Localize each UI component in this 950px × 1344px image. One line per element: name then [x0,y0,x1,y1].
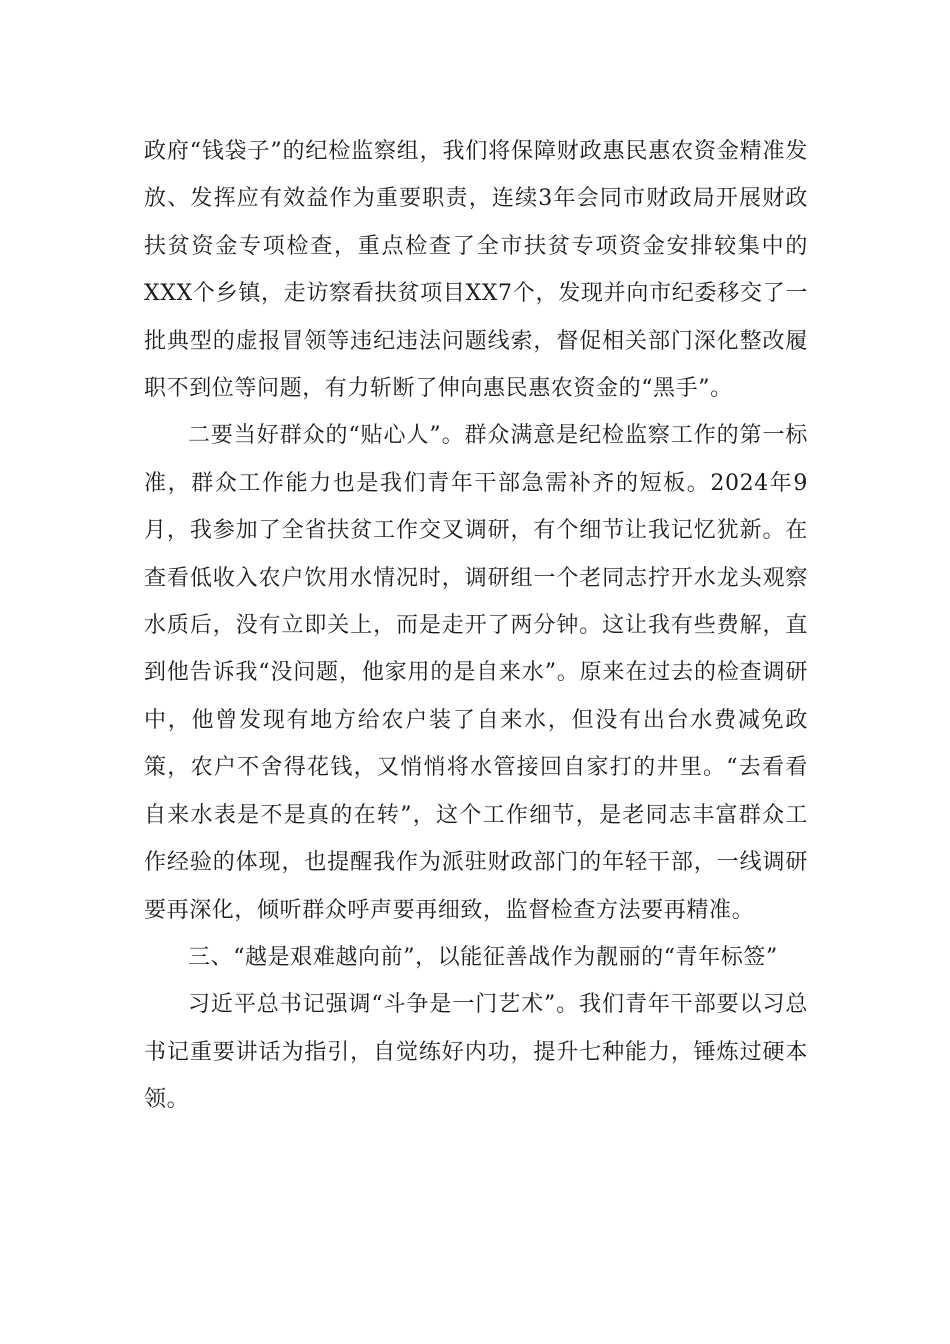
paragraph-second-point: 二要当好群众的“贴心人”。群众满意是纪检监察工作的第一标准，群众工作能力也是我们青年干部急需补齐的短板。2024年9月，我参加了全省扶贫工作交叉调研，有个细节让我记忆犹新。在查看低收入农户饮用水情况时，调研组一个老同志拧开水龙头观察水质后，没有立即关上，而是走开了两分钟。这让我有些费解，直到他告诉我“没问题，他家用的是自来水”。原来在过去的检查调研中，他曾发现有地方给农户装了自来水，但没有出台水费减免政策，农户不舍得花钱，又悄悄将水管接回自家打的井里。“去看看自来水表是不是真的在转”，这个工作细节，是老同志丰富群众工作经验的体现，也提醒我作为派驻财政部门的年轻干部，一线调研要再深化，倾听群众呼声要再细致，监督检查方法要再精准。 [144,423,808,923]
section-heading-three: 三、“越是艰难越向前”，以能征善战作为靓丽的“青年标签” [188,944,778,970]
paragraph-continuation: 政府“钱袋子”的纪检监察组，我们将保障财政惠民惠农资金精准发放、发挥应有效益作为重要职责，连续3年会同市财政局开展财政扶贫资金专项检查，重点检查了全市扶贫专项资金安排较集中的XXX个乡镇，走访察看扶贫项目XX7个，发现并向市纪委移交了一批典型的虚报冒领等违纪违法问题线索，督促相关部门深化整改履职不到位等问题，有力斩断了伸向惠民惠农资金的“黑手”。 [144,139,808,402]
paragraph-section-three-body: 习近平总书记强调“斗争是一门艺术”。我们青年干部要以习总书记重要讲话为指引，自觉练好内功，提升七种能力，锤炼过硬本领。 [144,992,808,1113]
document-body [144,128,808,1124]
